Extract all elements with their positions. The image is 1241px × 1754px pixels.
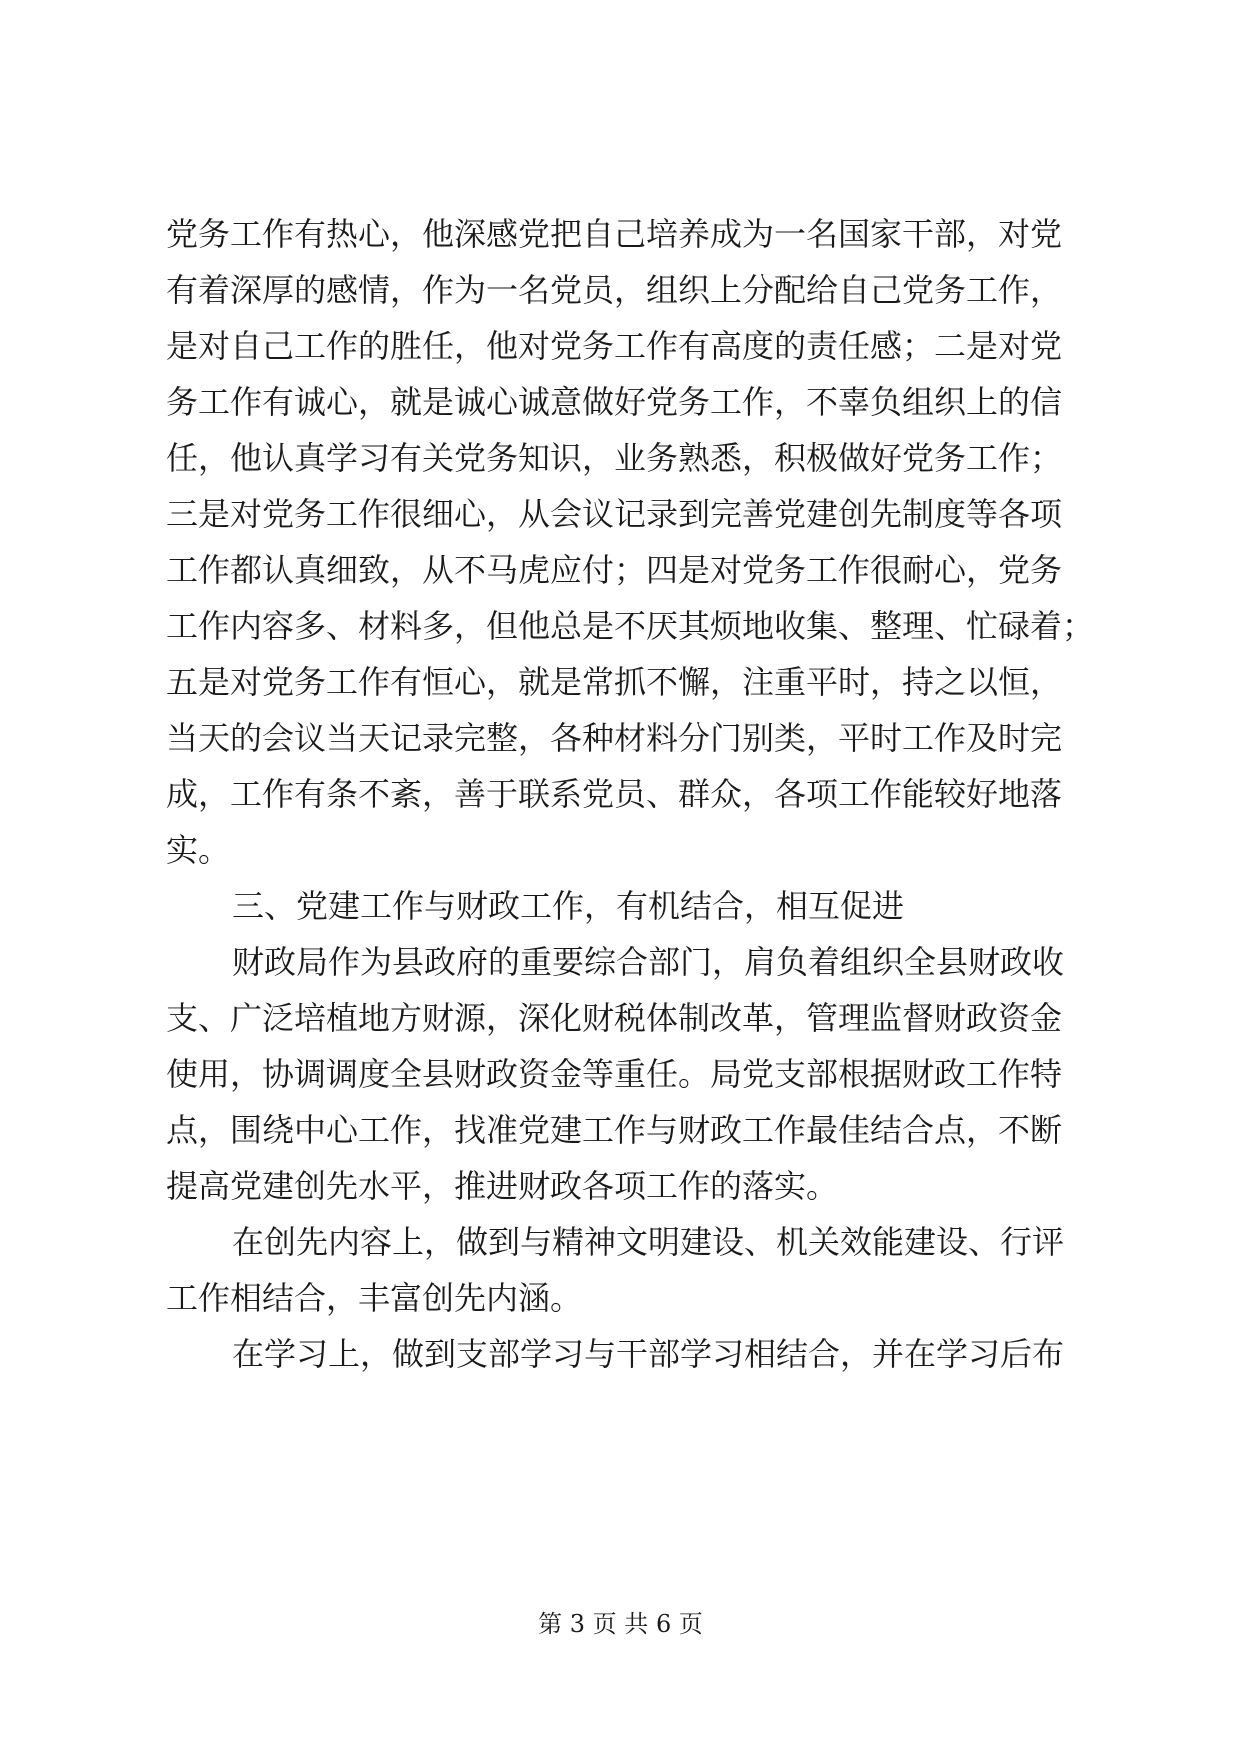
- paragraph-line: 在学习上，做到支部学习与干部学习相结合，并在学习后布: [232, 1335, 1065, 1373]
- paragraph-line: 务工作有诚心，就是诚心诚意做好党务工作，不辜负组织上的信: [166, 383, 1063, 421]
- paragraph-line: 有着深厚的感情，作为一名党员，组织上分配给自己党务工作，: [166, 271, 1063, 309]
- paragraph-line: 提高党建创先水平，推进财政各项工作的落实。: [166, 1167, 839, 1205]
- page-number-footer: 第 3 页 共 6 页: [538, 1610, 703, 1638]
- paragraph-line: 成，工作有条不紊，善于联系党员、群众，各项工作能较好地落: [166, 775, 1063, 813]
- paragraph-line: 在创先内容上，做到与精神文明建设、机关效能建设、行评: [232, 1223, 1065, 1261]
- paragraph-line: 实。: [166, 831, 231, 869]
- paragraph-line: 使用，协调调度全县财政资金等重任。局党支部根据财政工作特: [166, 1055, 1063, 1093]
- paragraph-line: 当天的会议当天记录完整，各种材料分门别类，平时工作及时完: [166, 719, 1063, 757]
- paragraph-line: 党务工作有热心，他深感党把自己培养成为一名国家干部，对党: [166, 215, 1063, 253]
- paragraph-line: 点，围绕中心工作，找准党建工作与财政工作最佳结合点，不断: [166, 1111, 1063, 1149]
- paragraph-line: 任，他认真学习有关党务知识，业务熟悉，积极做好党务工作；: [166, 439, 1063, 477]
- paragraph-line: 工作内容多、材料多，但他总是不厌其烦地收集、整理、忙碌着；: [166, 607, 1095, 645]
- paragraph-line: 工作相结合，丰富创先内涵。: [166, 1279, 583, 1317]
- paragraph-line: 三是对党务工作很细心，从会议记录到完善党建创先制度等各项: [166, 495, 1063, 533]
- paragraph-line: 五是对党务工作有恒心，就是常抓不懈，注重平时，持之以恒，: [166, 663, 1063, 701]
- paragraph-line: 工作都认真细致，从不马虎应付；四是对党务工作很耐心，党务: [166, 551, 1063, 589]
- section-heading: 三、党建工作与财政工作，有机结合，相互促进: [232, 887, 905, 925]
- paragraph-line: 是对自己工作的胜任，他对党务工作有高度的责任感；二是对党: [166, 327, 1063, 365]
- paragraph-line: 支、广泛培植地方财源，深化财税体制改革，管理监督财政资金: [166, 999, 1063, 1037]
- paragraph-line: 财政局作为县政府的重要综合部门，肩负着组织全县财政收: [232, 943, 1065, 981]
